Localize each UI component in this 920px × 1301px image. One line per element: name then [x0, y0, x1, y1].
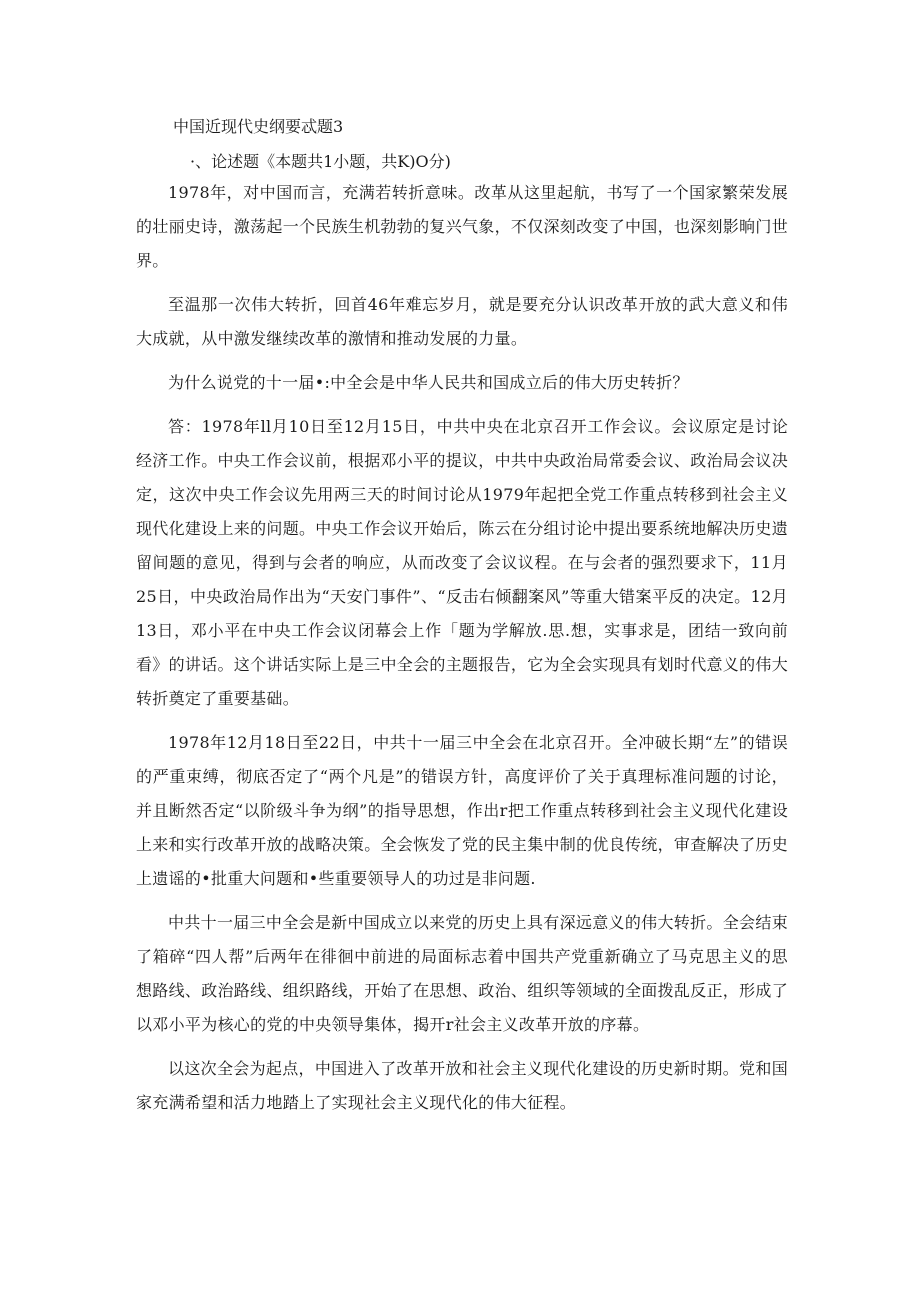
paragraph: 中共十一届三中全会是新中国成立以来党的历史上具有深远意义的伟大转折。全会结束了箱碎“四人帮”后两年在徘徊中前进的局面标志着中国共产党重新确立了马克思主义的思想路线、政治路线、组织路线，开始了在思想、政治、组织等领域的全面拨乱反正，形成了以邓小平为核心的党的中央领导集体，揭开r社会主义改革开放的序幕。: [136, 913, 789, 1034]
paragraph: 1978年，对中国而言，充满若转折意味。改革从这里起航，书写了一个国家繁荣发展的壮丽史诗，激荡起一个民族生机勃勃的复兴气象，不仅深刻改变了中国，也深刻影晌门世界。: [136, 183, 789, 270]
paragraph: 1978年12月18日至22日，中共十一届三中全会在北京召开。全冲破长期“左”的错误的严重束缚，彻底否定了“两个凡是”的错误方针，高度评价了关于真理标准问题的讨论，并且断然否定“以阶级斗争为纲”的指导思想，作出r把工作重点转移到社会主义现代化建设上来和实行改革开放的战略决策。全会恢发了党的民主集中制的优良传统，审查解决了历史上遗谣的•批重大问题和•些重要领导人的功过是非问题.: [136, 733, 789, 888]
document-title: 中国近现代史纲要忒题3: [173, 117, 344, 136]
document-body: [136, 176, 788, 1130]
paragraph: 以这次全会为起点，中国进入了改革开放和社会主义现代化建设的历史新时期。党和国家充满希望和活力地踏上了实现社会主义现代化的伟大征程。: [136, 1059, 788, 1112]
section-heading: ·、论述题《本题共1小题，共K)O分): [190, 152, 451, 171]
question-paragraph: 为什么说党的十一届•:中全会是中华人民共和国成立后的伟大历史转折？: [168, 373, 689, 392]
answer-paragraph: 答：1978年ll月10日至12月15日，中共中央在北京召开工作会议。会议原定是讨论经济工作。中央工作会议前，根据邓小平的提议，中共中央政治局常委会议、政治局会议决定，这次中央工作会议先用两三天的时间讨论从1979年起把全党工作重点转移到社会主义现代化建设上来的问题。中央工作会议开始后，陈云在分组讨论中提出要系统地解决历史遗留间题的意见，得到与会者的响应，从而改变了会议议程。在与会者的强烈要求下，11月25日，中央政治局作出为“天安门事件”、“反击右倾翻案风”等重大错案平反的决定。12月13日，邓小平在中央工作会议闭幕会上作「题为学解放.思.想，实事求是，团结一致向前看》的讲话。这个讲话实际上是三中全会的主题报告，它为全会实现具有划时代意义的伟大转折奠定了重要基础。: [136, 417, 789, 708]
paragraph: 至温那一次伟大转折，回首46年难忘岁月，就是要充分认识改革开放的武大意义和伟大成就，从中激发继续改革的激情和推动发展的力量。: [136, 295, 788, 348]
